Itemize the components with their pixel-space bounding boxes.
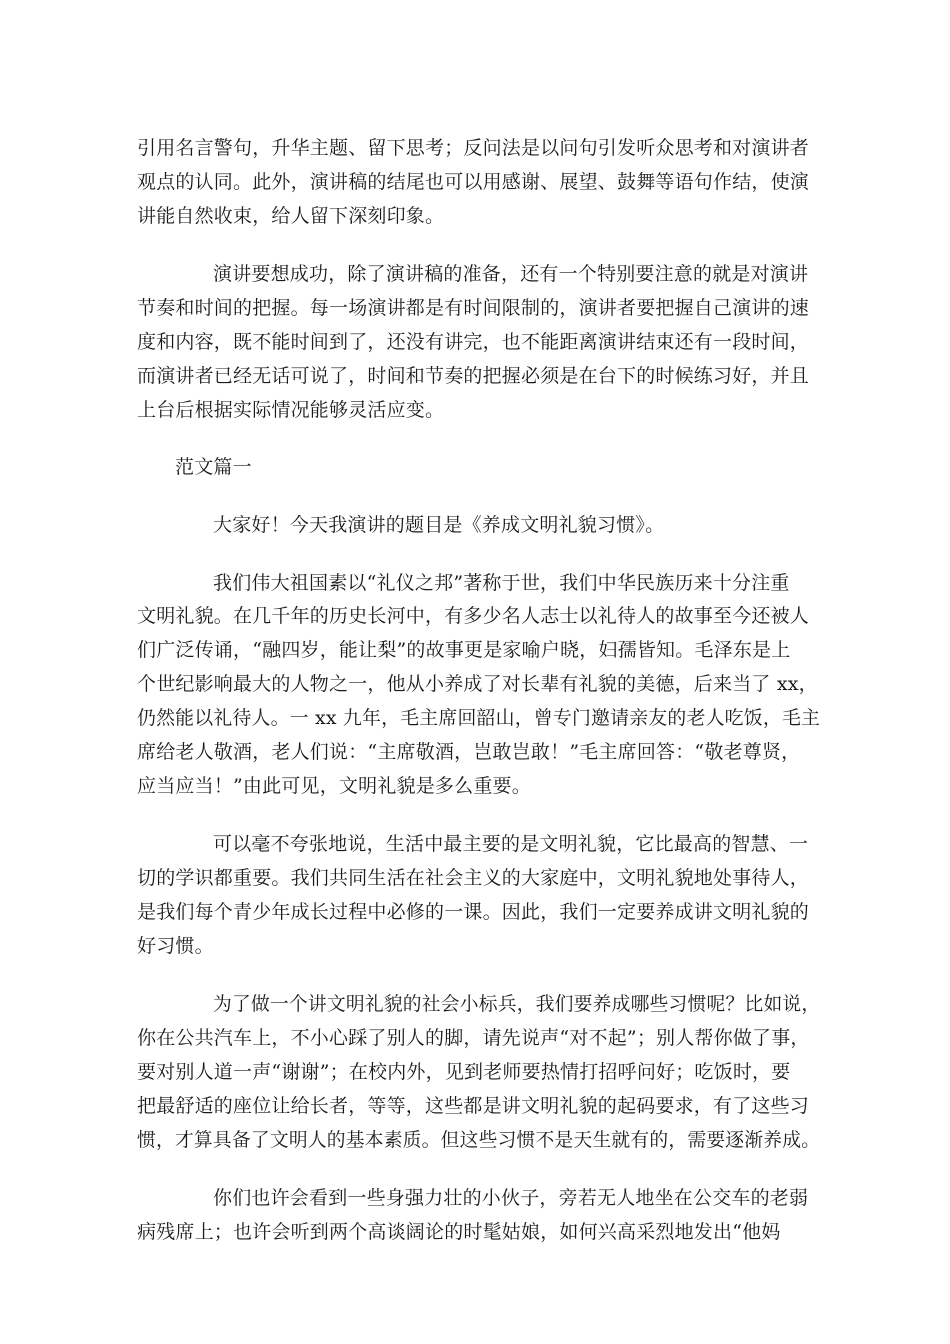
text-line: 度和内容，既不能时间到了，还没有讲完，也不能距离演讲结束还有一段时间， xyxy=(137,331,810,353)
text-line: 你在公共汽车上，不小心踩了别人的脚，请先说声“对不起”；别人帮你做了事， xyxy=(137,1027,810,1049)
text-line: 观点的认同。此外，演讲稿的结尾也可以用感谢、展望、鼓舞等语句作结，使演 xyxy=(137,171,810,193)
text-line: 为了做一个讲文明礼貌的社会小标兵，我们要养成哪些习惯呢？比如说， xyxy=(213,993,821,1015)
text-line: 引用名言警句，升华主题、留下思考；反问法是以问句引发听众思考和对演讲者 xyxy=(137,137,810,159)
text-line: 上台后根据实际情况能够灵活应变。 xyxy=(137,399,445,421)
text-line: 应当应当！”由此可见，文明礼貌是多么重要。 xyxy=(137,775,531,797)
text-line: 我们伟大祖国素以“礼仪之邦”著称于世，我们中华民族历来十分注重 xyxy=(213,572,790,594)
text-line: 好习惯。 xyxy=(137,935,214,957)
text-line: 病残席上；也许会听到两个高谈阔论的时髦姑娘，如何兴高采烈地发出“他妈 xyxy=(137,1221,781,1243)
section-heading: 范文篇一 xyxy=(175,456,252,478)
text-line: 你们也许会看到一些身强力壮的小伙子，旁若无人地坐在公交车的老弱 xyxy=(213,1187,809,1209)
text-line: 把最舒适的座位让给长者，等等，这些都是讲文明礼貌的起码要求，有了这些习 xyxy=(137,1095,810,1117)
text-line: 节奏和时间的把握。每一场演讲都是有时间限制的，演讲者要把握自己演讲的速 xyxy=(137,297,810,319)
text-line: 而演讲者已经无话可说了，时间和节奏的把握必须是在台下的时候练习好，并且 xyxy=(137,365,810,387)
text-line: 大家好！今天我演讲的题目是《养成文明礼貌习惯》。 xyxy=(213,514,665,536)
text-line: 是我们每个青少年成长过程中必修的一课。因此，我们一定要养成讲文明礼貌的 xyxy=(137,901,810,923)
text-line: 惯，才算具备了文明人的基本素质。但这些习惯不是天生就有的，需要逐渐养成。 xyxy=(137,1129,821,1151)
text-line: 文明礼貌。在几千年的历史长河中，有多少名人志士以礼待人的故事至今还被人 xyxy=(137,605,810,627)
text-line: 席给老人敬酒，老人们说：“主席敬酒，岂敢岂敢！”毛主席回答：“敬老尊贤， xyxy=(137,741,801,763)
text-line: 讲能自然收束，给人留下深刻印象。 xyxy=(137,205,445,227)
text-line: 们广泛传诵，“融四岁，能让梨”的故事更是家喻户晓，妇孺皆知。毛泽东是上 xyxy=(137,639,791,661)
text-line: 切的学识都重要。我们共同生活在社会主义的大家庭中，文明礼貌地处事待人， xyxy=(137,867,810,889)
text-line: 个世纪影响最大的人物之一，他从小养成了对长辈有礼貌的美德，后来当了 xx， xyxy=(137,673,818,695)
text-line: 仍然能以礼待人。一 xx 九年，毛主席回韶山，曾专门邀请亲友的老人吃饭，毛主 xyxy=(137,707,821,729)
text-line: 可以毫不夸张地说，生活中最主要的是文明礼貌，它比最高的智慧、一 xyxy=(213,833,809,855)
text-line: 演讲要想成功，除了演讲稿的准备，还有一个特别要注意的就是对演讲 xyxy=(213,263,809,285)
text-line: 要对别人道一声“谢谢”；在校内外，见到老师要热情打招呼问好；吃饭时，要 xyxy=(137,1061,791,1083)
